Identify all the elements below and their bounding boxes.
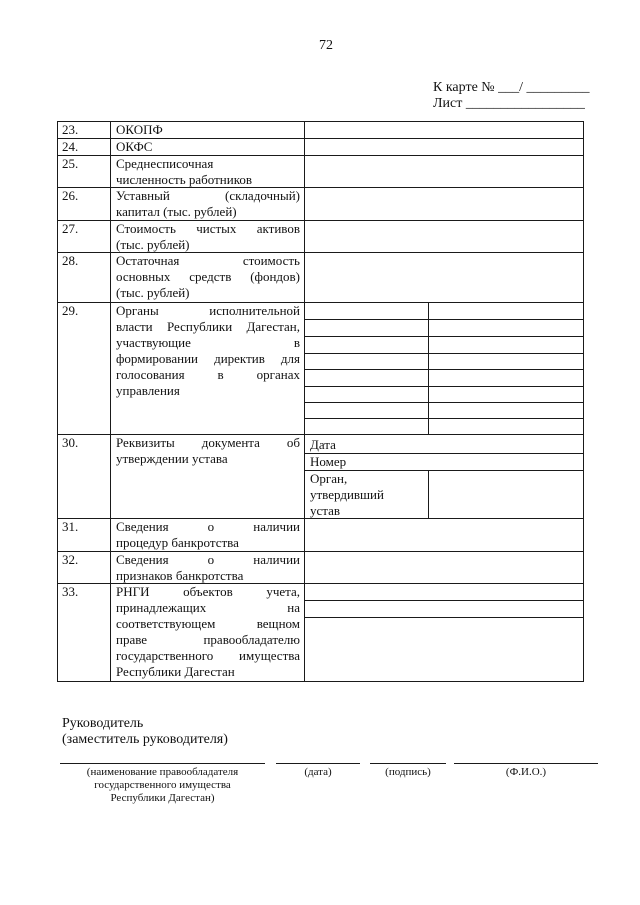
- sheet-label: Лист _________________: [433, 96, 585, 111]
- row-label-okopf: [116, 122, 300, 138]
- charter-approver-label: [310, 471, 384, 519]
- row-number: 28.: [62, 253, 79, 268]
- row-label-line: Сведения о наличии: [116, 519, 300, 534]
- signature-head-label: Руководитель: [62, 716, 144, 731]
- row-label-line: голосования в органах: [116, 367, 300, 382]
- row-label-line: утверждении устава: [116, 451, 228, 466]
- sign-caption: (подпись): [385, 766, 431, 778]
- caption-line: государственного имущества: [94, 779, 231, 791]
- approver-line: Орган,: [310, 471, 348, 486]
- charter-number-label: Номер: [310, 454, 347, 469]
- page-number: 72: [319, 38, 333, 53]
- approver-line: утвердивший: [310, 487, 384, 502]
- row-label-line: основных средств (фондов): [116, 269, 300, 284]
- row-label-line: Реквизиты документа об: [116, 435, 300, 450]
- row-label-line: процедур банкротства: [116, 535, 239, 550]
- row-label-line: (тыс. рублей): [116, 237, 190, 252]
- row-number: 26.: [62, 188, 79, 203]
- row-label-line: Стоимость чистых активов: [116, 221, 300, 236]
- row-label-okfs: [116, 139, 300, 155]
- row-label-line: Сведения о наличии: [116, 552, 300, 567]
- card-number-label: К карте № ___/ _________: [433, 80, 590, 95]
- signature-line-date: [276, 763, 360, 764]
- row-label-line: признаков банкротства: [116, 568, 244, 583]
- row-number: 31.: [62, 519, 79, 534]
- row-label-charter: [116, 435, 300, 467]
- row-label-rngi: [116, 584, 300, 680]
- row-label-line: численность работников: [116, 172, 252, 187]
- signature-line-holder: [60, 763, 265, 764]
- row-number: 32.: [62, 552, 79, 567]
- row-label-line: участвующие в: [116, 335, 300, 350]
- row-label-line: (тыс. рублей): [116, 285, 190, 300]
- row-label-line: принадлежащих на: [116, 600, 300, 615]
- row-label-line: Среднесписочная: [116, 156, 214, 171]
- row-label-line: праве правообладателю: [116, 632, 300, 647]
- signature-deputy-label: (заместитель руководителя): [62, 732, 228, 747]
- row-number: 24.: [62, 139, 79, 154]
- row-label-line: РНГИ объектов учета,: [116, 584, 300, 599]
- row-label-line: Уставный (складочный): [116, 188, 300, 203]
- signature-line-fio: [454, 763, 598, 764]
- row-number: 23.: [62, 122, 79, 137]
- approver-line: устав: [310, 503, 341, 518]
- row-number: 33.: [62, 584, 79, 599]
- row-label-line: Республики Дагестан: [116, 664, 235, 679]
- row-label-bankruptcy-procedures: [116, 519, 300, 551]
- row-label-line: государственного имущества: [116, 648, 300, 663]
- row-label-net-assets: [116, 221, 300, 253]
- caption-line: Республики Дагестан): [110, 792, 215, 804]
- row-label-line: Органы исполнительной: [116, 303, 300, 318]
- holder-caption: [60, 766, 265, 805]
- date-caption: (дата): [304, 766, 332, 778]
- charter-date-label: Дата: [310, 437, 336, 452]
- signature-line-sign: [370, 763, 446, 764]
- row-label-line: формировании директив для: [116, 351, 300, 366]
- row-number: 29.: [62, 303, 79, 318]
- row-label-line: ОКФС: [116, 139, 153, 154]
- row-label-fixed-assets: [116, 253, 300, 301]
- fio-caption: (Ф.И.О.): [505, 766, 547, 778]
- row-label-authorities: [116, 303, 300, 399]
- caption-line: (наименование правообладателя: [86, 766, 239, 778]
- row-label-line: соответствующем вещном: [116, 616, 300, 631]
- row-label-capital: [116, 188, 300, 220]
- row-label-line: Остаточная стоимость: [116, 253, 300, 268]
- row-label-line: ОКОПФ: [116, 122, 163, 137]
- row-label-bankruptcy-signs: [116, 552, 300, 584]
- row-label-line: управления: [116, 383, 180, 398]
- row-number: 30.: [62, 435, 79, 450]
- row-number: 27.: [62, 221, 79, 236]
- row-number: 25.: [62, 156, 79, 171]
- row-label-headcount: [116, 156, 300, 188]
- row-label-line: власти Республики Дагестан,: [116, 319, 300, 334]
- row-label-line: капитал (тыс. рублей): [116, 204, 237, 219]
